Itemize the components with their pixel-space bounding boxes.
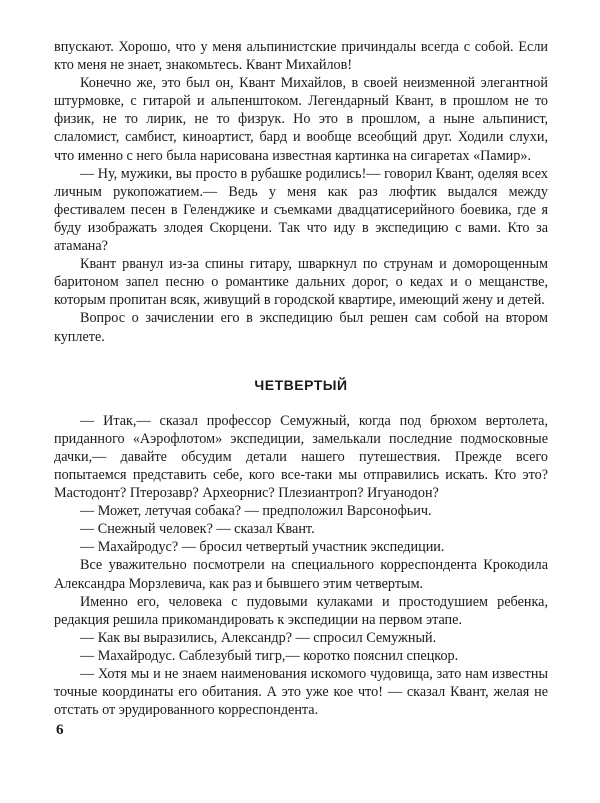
paragraph-11: Именно его, человека с пудовыми кулаками и простодушием ребенка, редакция решила прикомандировать к экспедиции на первом этапе.: [54, 593, 548, 628]
paragraph-13: — Махайродус. Саблезубый тигр,— коротко пояснил спецкор.: [80, 647, 459, 664]
paragraph-8: — Снежный человек? — сказал Квант.: [80, 521, 315, 538]
text-block-top: [54, 38, 548, 346]
chapter-heading: ЧЕТВЕРТЫЙ: [254, 376, 348, 393]
text-block-bottom: [54, 412, 548, 720]
paragraph-10: Все уважительно посмотрели на специального корреспондента Крокодила Александра Морзлевича, как раз и бывшего этим четвертым.: [54, 557, 548, 592]
paragraph-9: — Махайродус? — бросил четвертый участник экспедиции.: [80, 539, 445, 556]
paragraph-4: Квант рванул из-за спины гитару, шваркнул по струнам и доморощенным баритоном запел песню о романтике дальних дорог, о кедах и о мещанстве, которым пропитан всяк, живущий в городской квартире, имеющий жену и детей.: [54, 256, 548, 309]
paragraph-7: — Может, летучая собака? — предположил Варсонофьич.: [80, 503, 432, 520]
paragraph-3: — Ну, мужики, вы просто в рубашке родились!— говорил Квант, оделяя всех личным рукопожатием.— Ведь у меня как раз люфтик выдался между фестивалем песен в Геленджике и съемками двадцатисерийного боевика, где я буду изображать злодея Скорцени. Так что иду в экспедицию с вами. Кто за атамана?: [54, 165, 548, 255]
paragraph-12: — Как вы выразились, Александр? — спросил Семужный.: [80, 629, 437, 646]
paragraph-6: — Итак,— сказал профессор Семужный, когда под брюхом вертолета, приданного «Аэрофлотом» экспедиции, замелькали последние подмосковные дачки,— давайте обсудим детали нашего путешествия. Прежде всего попытаемся представить себе, кого все-таки мы отправились искать. Кто это? Мастодонт? Птерозавр? Археорнис? Плезиантроп? Игуанодон?: [54, 412, 548, 502]
paragraph-1: впускают. Хорошо, что у меня альпинистские причиндалы всегда с собой. Если кто меня не знает, знакомьтесь. Квант Михайлов!: [54, 39, 548, 74]
paragraph-5: Вопрос о зачислении его в экспедицию был решен сам собой на втором куплете.: [54, 310, 548, 345]
page-number: 6: [56, 722, 64, 738]
paragraph-14: — Хотя мы и не знаем наименования искомого чудовища, зато нам известны точные координаты его обитания. А это уже кое что! — сказал Квант, желая не отстать от эрудированного корреспондента.: [54, 666, 548, 719]
paragraph-2: Конечно же, это был он, Квант Михайлов, в своей неизменной элегантной штурмовке, с гитарой и альпенштоком. Легендарный Квант, в прошлом не то физик, не то лирик, не то физрук. Но это в прошлом, а ныне альпинист, слаломист, самбист, киноартист, бард и вообще всеобщий друг. Ходили слухи, что именно с него была нарисована известная картинка на сигаретах «Памир».: [54, 75, 548, 164]
